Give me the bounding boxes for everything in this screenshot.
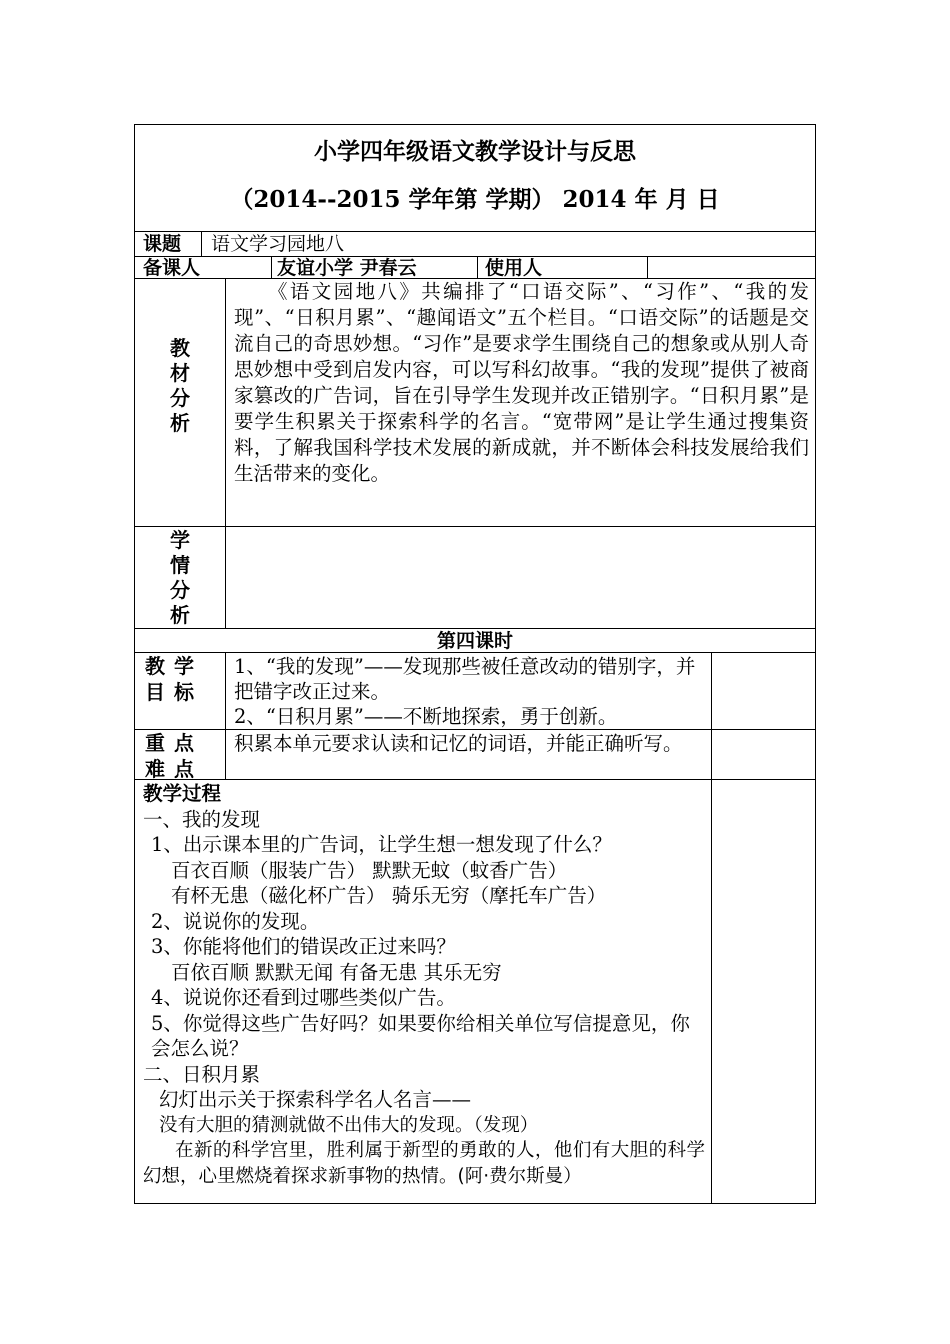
teaching-process-row [135,779,815,1203]
reflection-cell [711,653,815,729]
title-block [135,125,815,231]
reflection-cell [711,730,815,779]
process-line: 二、日积月累 [143,1062,261,1086]
process-line: 在新的科学宫里，胜利属于新型的勇敢的人，他们有大胆的科学幻想，心里燃烧着探求新事物的热情。(阿·费尔斯曼） [143,1140,705,1187]
learner-analysis-row [135,526,815,628]
teaching-goals-row [135,652,815,729]
teaching-process-content [135,780,711,1203]
key-points-row [135,729,815,779]
key-points-label: 重 点 难 点 [145,731,195,781]
material-analysis-text: 《语文园地八》共编排了“口语交际”、“习作”、“我的发现”、“日积月累”、“趣闻语文”五个栏目。“口语交际”的话题是交流自己的奇思妙想。“习作”是要求学生围绕自己的想象或从别人奇思妙想中受到启发内容，可以写科幻故事。“我的发现”提供了被商家篡改的广告词，旨在引导学生发现并改正错别字。“日积月累”是要学生积累关于探索科学的名言。“宽带网”是让学生通过搜集资料，了解我国科学技术发展的新成就，并不断体会科技发展给我们生活带来的变化。 [225,279,815,526]
preparer-school: 友谊小学 尹春云 [271,257,477,278]
teaching-goals-text [225,653,711,729]
material-analysis-row [135,278,815,526]
process-line: 百衣百顺（服装广告） 默默无蚊（蚊香广告） [171,858,568,882]
process-line: 有杯无患（磁化杯广告） 骑乐无穷（摩托车广告） [171,884,607,907]
process-line: 一、我的发现 [143,807,261,831]
user-label: 使用人 [477,257,647,278]
process-line: 2、说说你的发现。 [151,909,320,933]
topic-value: 语文学习园地八 [201,232,815,256]
goal-item: 2、“日积月累”——不断地探索，勇于创新。 [234,705,618,728]
topic-label: 课题 [143,233,182,255]
user-value [647,257,815,278]
lesson-title-row [135,628,815,652]
learner-analysis-text [225,527,815,628]
topic-row [135,231,815,256]
preparer-label: 备课人 [143,257,201,279]
key-points-text: 积累本单元要求认读和记忆的词语，并能正确听写。 [225,730,711,779]
teaching-process-label: 教学过程 [143,782,222,805]
reflection-cell [711,780,815,1203]
process-line: 5、你觉得这些广告好吗？如果要你给相关单位写信提意见，你会怎么说？ [151,1011,690,1060]
preparer-row [135,256,815,278]
lesson-plan-table [134,124,816,1204]
process-line: 幻灯出示关于探索科学名人名言—— [159,1088,472,1111]
learner-analysis-label: 学 情 分 析 [170,527,190,627]
process-line: 1、出示课本里的广告词，让学生想一想发现了什么？ [151,833,612,856]
document-title: 小学四年级语文教学设计与反思 [314,138,636,165]
process-line: 4、说说你还看到过哪些类似广告。 [151,986,456,1009]
material-analysis-label: 教 材 分 析 [170,335,190,435]
document-subtitle: （2014--2015 学年第 学期） 2014 年 月 日 [230,186,720,213]
process-line: 3、你能将他们的错误改正过来吗？ [151,935,456,958]
process-line: 没有大胆的猜测就做不出伟大的发现。（发现） [159,1114,539,1136]
lesson-title: 第四课时 [436,630,513,652]
teaching-goals-label: 教 学 目 标 [145,654,195,704]
goal-item: 1、“我的发现”——发现那些被任意改动的错别字，并把错字改正过来。 [234,655,696,703]
process-line: 百依百顺 默默无闻 有备无患 其乐无穷 [171,960,502,984]
